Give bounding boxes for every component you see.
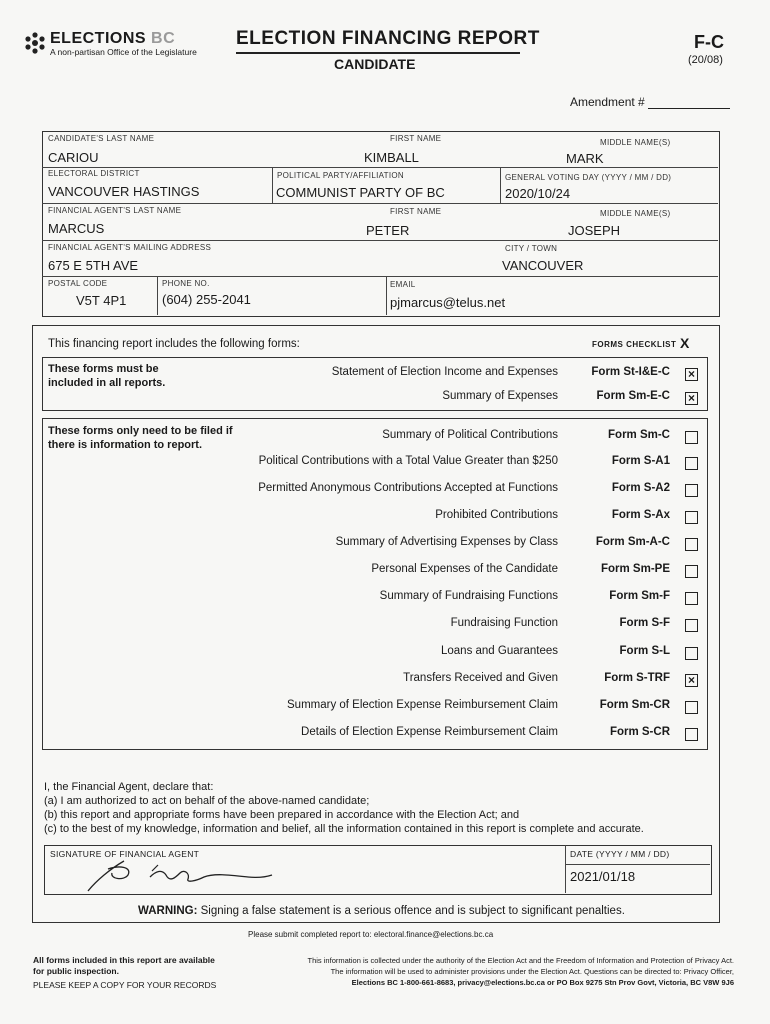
candidate-middle-name-label: MIDDLE NAME(S) — [600, 138, 671, 147]
divider — [42, 240, 718, 241]
voting-day[interactable]: 2020/10/24 — [505, 186, 571, 201]
voting-day-label: GENERAL VOTING DAY (YYYY / MM / DD) — [505, 173, 672, 182]
warning-text — [138, 905, 625, 917]
form-row-code: Form S-CR — [609, 726, 670, 738]
form-row-description: Prohibited Contributions — [435, 509, 558, 521]
submit-instructions: Please submit completed report to: electoral.finance@elections.bc.ca — [248, 930, 494, 939]
logo-main: ELECTIONS — [50, 30, 147, 47]
form-checkbox[interactable] — [685, 431, 698, 444]
report-title: ELECTION FINANCING REPORT — [236, 28, 540, 49]
divider — [157, 276, 158, 315]
email-address[interactable]: pjmarcus@telus.net — [390, 295, 506, 310]
form-checkbox[interactable] — [685, 392, 698, 405]
district-label: ELECTORAL DISTRICT — [48, 169, 140, 178]
form-row-description: Details of Election Expense Reimbursement Claim — [301, 726, 558, 738]
form-row-description: Summary of Election Expense Reimbursement Claim — [287, 699, 558, 711]
agent-address[interactable]: 675 E 5TH AVE — [48, 258, 139, 273]
form-row-description: Summary of Advertising Expenses by Class — [335, 536, 558, 548]
form-row-description: Summary of Political Contributions — [382, 429, 558, 441]
forms-intro: This financing report includes the following forms: — [48, 338, 300, 350]
logo-wordmark — [50, 30, 175, 48]
form-row-description: Permitted Anonymous Contributions Accepted at Functions — [258, 482, 558, 494]
signature-label: SIGNATURE OF FINANCIAL AGENT — [50, 849, 200, 859]
candidate-middle-name[interactable]: MARK — [566, 151, 604, 166]
warning-message: Signing a false statement is a serious offence and is subject to significant penalties. — [200, 905, 625, 917]
form-row-description: Summary of Fundraising Functions — [379, 590, 558, 602]
footer-privacy-line2: The information will be used to administer provisions under the Election Act. Questions can be directed to: Privacy Officer, — [330, 967, 734, 976]
amendment-label: Amendment # — [570, 95, 645, 109]
agent-address-label: FINANCIAL AGENT'S MAILING ADDRESS — [48, 243, 212, 252]
form-checkbox[interactable] — [685, 647, 698, 660]
logo-bc: BC — [151, 30, 176, 47]
footer-keep-copy: PLEASE KEEP A COPY FOR YOUR RECORDS — [33, 980, 217, 990]
warning-label: WARNING: — [138, 905, 198, 917]
footer-privacy-line3: Elections BC 1-800-661-8683, privacy@elections.bc.ca or PO Box 9275 Stn Prov Govt, Victoria, BC V8W 9J6 — [351, 978, 734, 987]
form-checkbox[interactable] — [685, 457, 698, 470]
checkbox-mark-icon: × — [687, 367, 695, 381]
form-row-code: Form S-A1 — [611, 455, 670, 467]
form-row-description: Fundraising Function — [450, 617, 558, 629]
declaration-b: (b) this report and appropriate forms have been prepared in accordance with the Election Act; and — [44, 809, 520, 821]
form-row-code: Form S-F — [619, 617, 670, 629]
agent-middle-name[interactable]: JOSEPH — [568, 223, 621, 238]
required-forms-label: These forms must be included in all reports. — [48, 363, 166, 389]
declaration-c: (c) to the best of my knowledge, information and belief, all the information contained in this report is complete and accurate. — [44, 823, 644, 835]
form-checkbox[interactable] — [685, 674, 698, 687]
elections-bc-logo-icon — [22, 30, 48, 56]
form-row-code: Form St-I&E-C — [591, 366, 670, 378]
form-row-code: Form S-Ax — [611, 509, 670, 521]
form-checkbox[interactable] — [685, 592, 698, 605]
form-row-code: Form Sm-F — [609, 590, 670, 602]
form-checkbox[interactable] — [685, 511, 698, 524]
footer-privacy-line1: This information is collected under the authority of the Election Act and the Freedom of Information and Protection of Privacy Act. — [307, 956, 734, 965]
divider — [500, 167, 501, 203]
form-checkbox[interactable] — [685, 701, 698, 714]
form-row-code: Form Sm-A-C — [595, 536, 670, 548]
checkbox-mark-icon: × — [687, 673, 695, 687]
electoral-district[interactable]: VANCOUVER HASTINGS — [48, 184, 200, 199]
agent-last-name[interactable]: MARCUS — [48, 221, 105, 236]
divider — [42, 276, 718, 277]
form-row-description: Transfers Received and Given — [403, 672, 558, 684]
form-row-description: Statement of Election Income and Expenses — [331, 366, 558, 378]
form-row-code: Form Sm-E-C — [596, 390, 670, 402]
signature-date[interactable]: 2021/01/18 — [570, 869, 636, 884]
agent-last-name-label: FINANCIAL AGENT'S LAST NAME — [48, 206, 182, 215]
agent-middle-name-label: MIDDLE NAME(S) — [600, 209, 671, 218]
form-checkbox[interactable] — [685, 728, 698, 741]
divider — [272, 167, 273, 203]
form-row-description: Political Contributions with a Total Value Greater than $250 — [258, 455, 558, 467]
divider — [42, 203, 718, 204]
divider — [565, 864, 710, 865]
form-row-description: Personal Expenses of the Candidate — [371, 563, 558, 575]
footer-public-line1: All forms included in this report are available — [33, 955, 215, 965]
report-subtitle: CANDIDATE — [334, 56, 416, 72]
form-version-date: (20/08) — [688, 54, 723, 66]
phone-label: PHONE NO. — [162, 279, 210, 288]
form-row-code: Form Sm-CR — [599, 699, 670, 711]
forms-checklist-mark: X — [680, 335, 690, 351]
form-row-code: Form S-A2 — [611, 482, 670, 494]
divider — [42, 167, 718, 168]
form-row-description: Summary of Expenses — [442, 390, 558, 402]
agent-first-name-label: FIRST NAME — [390, 207, 442, 216]
candidate-last-name[interactable]: CARIOU — [48, 150, 99, 165]
form-code: F-C — [694, 32, 724, 52]
signature-image[interactable] — [80, 855, 300, 895]
form-checkbox[interactable] — [685, 565, 698, 578]
agent-city-label: CITY / TOWN — [505, 244, 558, 253]
form-row-code: Form Sm-C — [608, 429, 670, 441]
form-checkbox[interactable] — [685, 619, 698, 632]
political-party[interactable]: COMMUNIST PARTY OF BC — [276, 185, 445, 200]
signature-date-label: DATE (YYYY / MM / DD) — [570, 849, 670, 859]
declaration-a: (a) I am authorized to act on behalf of the above-named candidate; — [44, 795, 370, 807]
phone-number[interactable]: (604) 255-2041 — [162, 292, 251, 307]
form-row-code: Form S-L — [619, 645, 670, 657]
email-label: EMAIL — [390, 280, 416, 289]
party-label: POLITICAL PARTY/AFFILIATION — [277, 171, 404, 180]
form-checkbox[interactable] — [685, 538, 698, 551]
optional-forms-label: These forms only need to be filed if there is information to report. — [48, 425, 233, 451]
divider — [386, 276, 387, 315]
form-row-code: Form S-TRF — [604, 672, 670, 684]
form-checkbox[interactable] — [685, 484, 698, 497]
title-underline — [236, 52, 520, 54]
candidate-last-name-label: CANDIDATE'S LAST NAME — [48, 134, 155, 143]
candidate-first-name[interactable]: KIMBALL — [364, 150, 419, 165]
agent-city[interactable]: VANCOUVER — [502, 258, 584, 273]
footer-public-line2: for public inspection. — [33, 966, 119, 976]
agent-first-name[interactable]: PETER — [366, 223, 410, 238]
candidate-first-name-label: FIRST NAME — [390, 134, 442, 143]
divider — [565, 845, 566, 893]
form-row-code: Form Sm-PE — [600, 563, 670, 575]
logo-subtitle: A non-partisan Office of the Legislature — [50, 47, 197, 57]
postal-code-label: POSTAL CODE — [48, 279, 108, 288]
declaration-intro: I, the Financial Agent, declare that: — [44, 781, 214, 793]
checkbox-mark-icon: × — [687, 391, 695, 405]
amendment-field[interactable] — [648, 108, 730, 109]
form-row-description: Loans and Guarantees — [440, 645, 558, 657]
form-checkbox[interactable] — [685, 368, 698, 381]
postal-code[interactable]: V5T 4P1 — [76, 293, 127, 308]
forms-checklist-label: FORMS CHECKLIST — [592, 340, 677, 349]
